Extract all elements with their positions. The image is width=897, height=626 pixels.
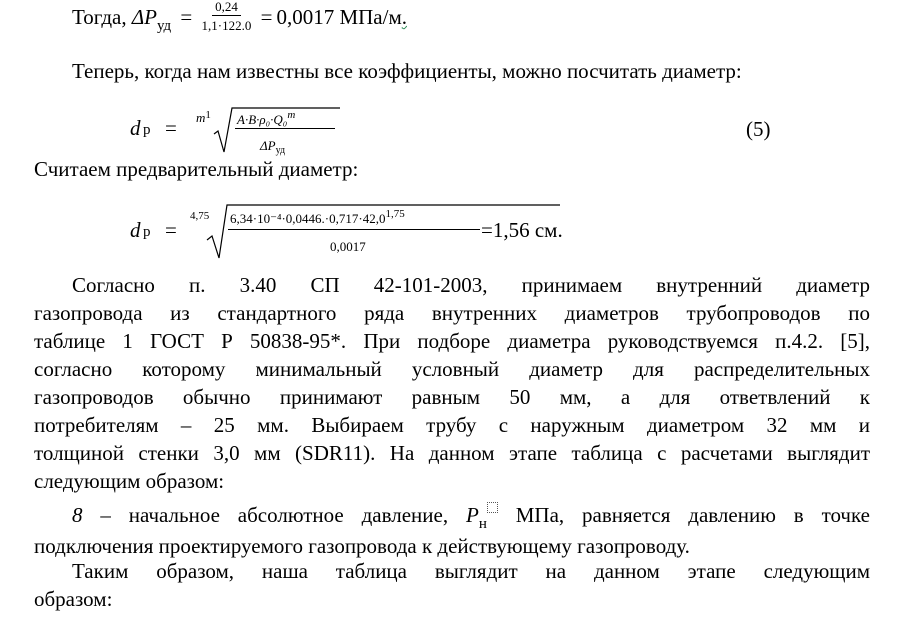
paragraph-line xyxy=(34,501,870,532)
d-subscript: р xyxy=(143,122,151,138)
text-segment: – начальное абсолютное давление, xyxy=(82,503,466,527)
text-segment: МПа, равняется давлению в точке xyxy=(497,503,870,527)
fraction-bar xyxy=(228,229,480,230)
result-value xyxy=(276,5,401,29)
delta-symbol: Δ xyxy=(131,4,145,29)
numerator-exponent: 1,75 xyxy=(385,208,405,220)
paragraph-line: таблице 1 ГОСТ Р 50838-95*. При подборе диаметра руководствуемся п.4.2. [5], xyxy=(34,329,870,353)
fraction xyxy=(202,0,252,33)
p-symbol: P xyxy=(144,4,157,29)
paragraph-line: толщиной стенки 3,0 мм (SDR11). На данном этапе таблица с расчетами выглядит xyxy=(34,441,870,465)
paragraph-line: потребителям – 25 мм. Выбираем трубу с наружным диаметром 32 мм и xyxy=(34,413,870,437)
denominator-text: ΔP xyxy=(260,138,276,153)
numerator-text: 6,34·10⁻⁴·0,0446.·0,717·42,0 xyxy=(230,211,386,226)
equation-number: (5) xyxy=(746,117,771,141)
paragraph-initial-pressure xyxy=(34,501,870,560)
paragraph-line: Согласно п. 3.40 СП 42-101-2003, принимаем внутренний диаметр xyxy=(72,273,870,297)
result-text: 0,0017 МПа/м xyxy=(276,4,402,29)
fraction-numerator: 0,24 xyxy=(212,0,241,16)
equals-sign-2: = xyxy=(260,4,273,29)
intro-sentence: Теперь, когда нам известны все коэффициенты, можно посчитать диаметр: xyxy=(72,59,742,83)
placeholder-box-icon xyxy=(487,502,498,513)
radicand-denominator: 0,0017 xyxy=(330,239,366,254)
paragraph-line: согласно которому минимальный условный диаметр для распределительных xyxy=(34,357,870,381)
radicand-numerator xyxy=(237,106,295,135)
equals-sign: = xyxy=(165,218,177,242)
formula-calculation xyxy=(130,196,600,256)
denominator-subscript: уд xyxy=(275,145,286,156)
equals-sign: = xyxy=(165,116,177,140)
p-subscript: н xyxy=(478,516,487,532)
fraction-bar xyxy=(235,128,335,129)
d-symbol: d xyxy=(130,218,141,242)
equals-sign: = xyxy=(180,4,193,29)
formula-prefix: Тогда, xyxy=(72,4,132,29)
fraction-denominator: 1,1·122.0 xyxy=(201,18,252,33)
root-index-sup: 1 xyxy=(205,109,211,121)
period: . xyxy=(401,4,407,29)
formula-5 xyxy=(130,104,350,156)
delta-p-formula xyxy=(72,2,407,36)
paragraph-line: газопроводов обычно принимают равным 50 мм, а для ответвлений к xyxy=(34,385,870,409)
paragraph-line: образом: xyxy=(34,587,113,611)
d-symbol: d xyxy=(130,116,141,140)
numerator-exponent: m xyxy=(287,109,296,121)
item-number: 8 xyxy=(72,503,83,527)
paragraph-diameter-selection xyxy=(34,271,870,495)
paragraph-line: подключения проектируемого газопровода к действующему газопроводу. xyxy=(34,534,690,558)
p-subscript: уд xyxy=(156,17,172,34)
paragraph-line: газопровода из стандартного ряда внутренних диаметров трубопроводов по xyxy=(34,301,870,325)
d-subscript: р xyxy=(143,224,151,240)
p-symbol: P xyxy=(466,503,479,527)
root-index xyxy=(196,104,211,133)
result-value: =1,56 см. xyxy=(481,218,563,242)
root-index-letter: m xyxy=(196,110,206,125)
paragraph-line: Таким образом, наша таблица выглядит на данном этапе следующим xyxy=(72,559,870,583)
preliminary-diameter-label: Считаем предварительный диаметр: xyxy=(34,157,359,181)
paragraph-line: следующим образом: xyxy=(34,469,225,493)
numerator-text: A·B·ρ₀·Q₀ xyxy=(237,112,288,127)
paragraph-table-intro xyxy=(34,557,870,613)
root-index: 4,75 xyxy=(190,210,210,222)
